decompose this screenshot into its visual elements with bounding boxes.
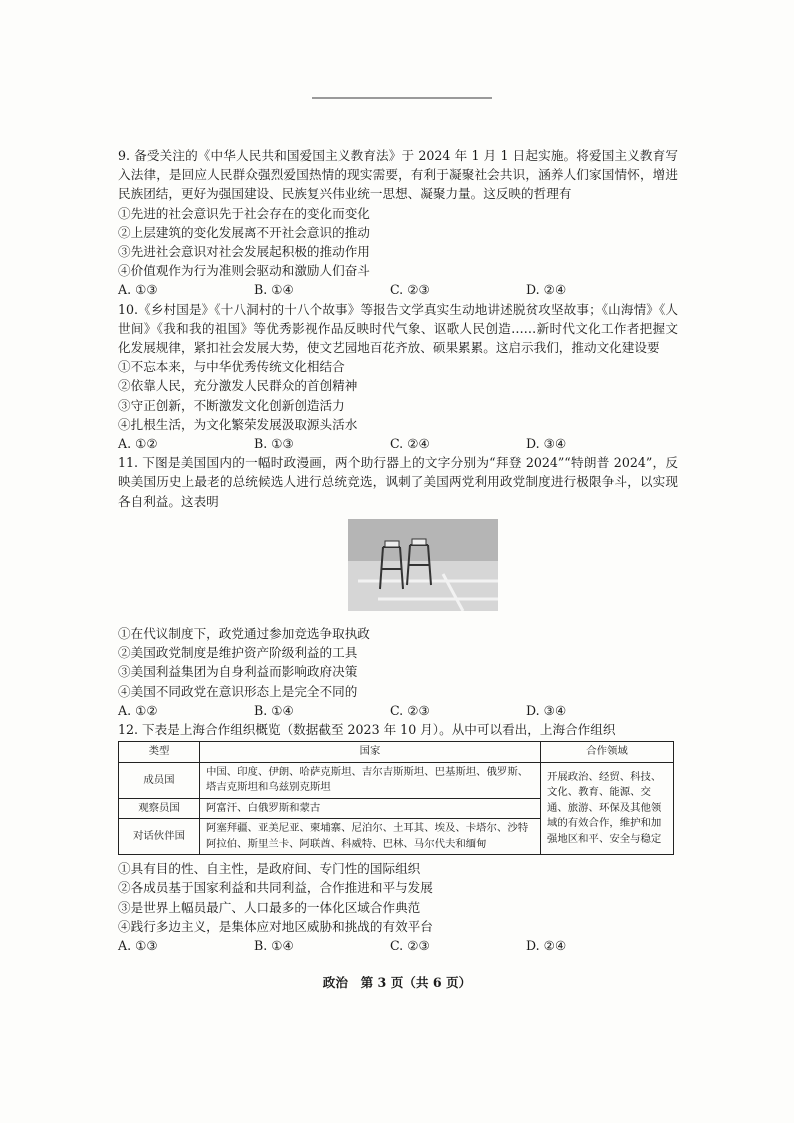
statement-2: ②依靠人民，充分激发人民群众的首创精神 bbox=[118, 378, 358, 394]
row-countries: 阿富汗、白俄罗斯和蒙古 bbox=[200, 798, 541, 819]
statement-2: ②美国政党制度是维护资产阶级利益的工具 bbox=[118, 645, 358, 661]
political-cartoon-image bbox=[348, 519, 498, 611]
row-countries: 阿塞拜疆、亚美尼亚、柬埔寨、尼泊尔、土耳其、埃及、卡塔尔、沙特阿拉伯、斯里兰卡、阿联酋、科威特、巴林、马尔代夫和缅甸 bbox=[200, 819, 541, 855]
answer-choices bbox=[118, 936, 678, 955]
choice-d: D. ③④ bbox=[526, 702, 567, 718]
choice-d: D. ②④ bbox=[526, 938, 567, 954]
choice-a: A. ①② bbox=[118, 702, 158, 718]
column-header-type: 类型 bbox=[119, 742, 200, 763]
statement-1: ①在代议制度下，政党通过参加竞选争取执政 bbox=[118, 626, 370, 642]
statement-1: ①先进的社会意识先于社会存在的变化而变化 bbox=[118, 205, 370, 221]
question-stem: 12. 下表是上海合作组织概览（数据截至 2023 年 10 月）。从中可以看出，上海合作组织 bbox=[118, 722, 616, 738]
statement-4: ④价值观作为行为准则会驱动和激励人们奋斗 bbox=[118, 263, 370, 279]
statement-2: ②上层建筑的变化发展离不开社会意识的推动 bbox=[118, 224, 370, 240]
page-footer: 政治 第 3 页（共 6 页） bbox=[322, 975, 472, 990]
statement-3: ③守正创新，不断激发文化创新创造活力 bbox=[118, 397, 345, 413]
header-rule bbox=[312, 97, 492, 99]
row-type: 对话伙伴国 bbox=[119, 819, 200, 855]
choice-c: C. ②③ bbox=[390, 282, 430, 298]
row-countries: 中国、印度、伊朗、哈萨克斯坦、吉尔吉斯斯坦、巴基斯坦、俄罗斯、塔吉克斯坦和乌兹别克斯坦 bbox=[200, 762, 541, 798]
choice-d: D. ②④ bbox=[526, 282, 567, 298]
answer-choices bbox=[118, 701, 678, 720]
statement-4: ④践行多边主义，是集体应对地区威胁和挑战的有效平台 bbox=[118, 918, 433, 934]
statement-2: ②各成员基于国家利益和共同利益，合作推进和平与发展 bbox=[118, 880, 433, 896]
statement-4: ④扎根生活，为文化繁荣发展汲取源头活水 bbox=[118, 416, 358, 432]
column-header-field: 合作领域 bbox=[541, 742, 674, 763]
choice-c: C. ②③ bbox=[390, 938, 430, 954]
column-header-countries: 国家 bbox=[200, 742, 541, 763]
table-row bbox=[119, 762, 674, 798]
row-type: 观察员国 bbox=[119, 798, 200, 819]
choice-b: B. ①④ bbox=[254, 938, 294, 954]
question-12 bbox=[118, 720, 678, 955]
statement-1: ①不忘本来，与中华优秀传统文化相结合 bbox=[118, 359, 345, 375]
choice-b: B. ①③ bbox=[254, 436, 294, 452]
statement-3: ③先进社会意识对社会发展起积极的推动作用 bbox=[118, 244, 370, 260]
cooperation-field: 开展政治、经贸、科技、文化、教育、能源、交通、旅游、环保及其他领域的有效合作，维护和加强地区和平、安全与稳定 bbox=[541, 762, 674, 855]
statement-3: ③美国利益集团为自身利益而影响政府决策 bbox=[118, 664, 358, 680]
question-stem: 10.《乡村国是》《十八洞村的十八个故事》等报告文学真实生动地讲述脱贫攻坚故事；《山海情》《人世间》《我和我的祖国》等优秀影视作品反映时代气象、讴歌人民创造……新时代文化工作者把握文化发展规律，紧扣社会发展大势，使文艺园地百花齐放、硕果累累。这启示我们，推动文化建设要 bbox=[118, 301, 678, 356]
answer-choices bbox=[118, 434, 678, 453]
choice-b: B. ①④ bbox=[254, 702, 294, 718]
choice-c: C. ②④ bbox=[390, 436, 430, 452]
choice-a: A. ①② bbox=[118, 436, 158, 452]
question-stem: 9. 备受关注的《中华人民共和国爱国主义教育法》于 2024 年 1 月 1 日起实施。将爱国主义教育写入法律，是回应人民群众强烈爱国热情的现实需要，有利于凝聚社会共识，涵养人们家国情怀，增进民族团结，更好为强国建设、民族复兴伟业统一思想、凝聚力量。这反映的哲理有 bbox=[118, 148, 678, 202]
answer-choices bbox=[118, 280, 678, 299]
question-11 bbox=[118, 453, 678, 720]
table-header-row bbox=[119, 742, 674, 763]
choice-c: C. ②③ bbox=[390, 702, 430, 718]
row-type: 成员国 bbox=[119, 762, 200, 798]
exam-page bbox=[118, 146, 678, 955]
question-stem: 11. 下图是美国国内的一幅时政漫画，两个助行器上的文字分别为“拜登 2024”“特朗普 2024”，反映美国历史上最老的总统候选人进行总统竞选，讽刺了美国两党利用政党制度进行极限争斗，以实现各自利益。这表明 bbox=[118, 455, 678, 509]
choice-d: D. ③④ bbox=[526, 436, 567, 452]
question-10 bbox=[118, 300, 678, 454]
statement-3: ③是世界上幅员最广、人口最多的一体化区域合作典范 bbox=[118, 899, 421, 915]
choice-a: A. ①③ bbox=[118, 938, 158, 954]
statement-1: ①具有目的性、自主性，是政府间、专门性的国际组织 bbox=[118, 861, 421, 877]
choice-a: A. ①③ bbox=[118, 282, 158, 298]
sco-overview-table bbox=[118, 741, 674, 855]
statement-4: ④美国不同政党在意识形态上是完全不同的 bbox=[118, 683, 358, 699]
question-9 bbox=[118, 146, 678, 300]
choice-b: B. ①④ bbox=[254, 282, 294, 298]
